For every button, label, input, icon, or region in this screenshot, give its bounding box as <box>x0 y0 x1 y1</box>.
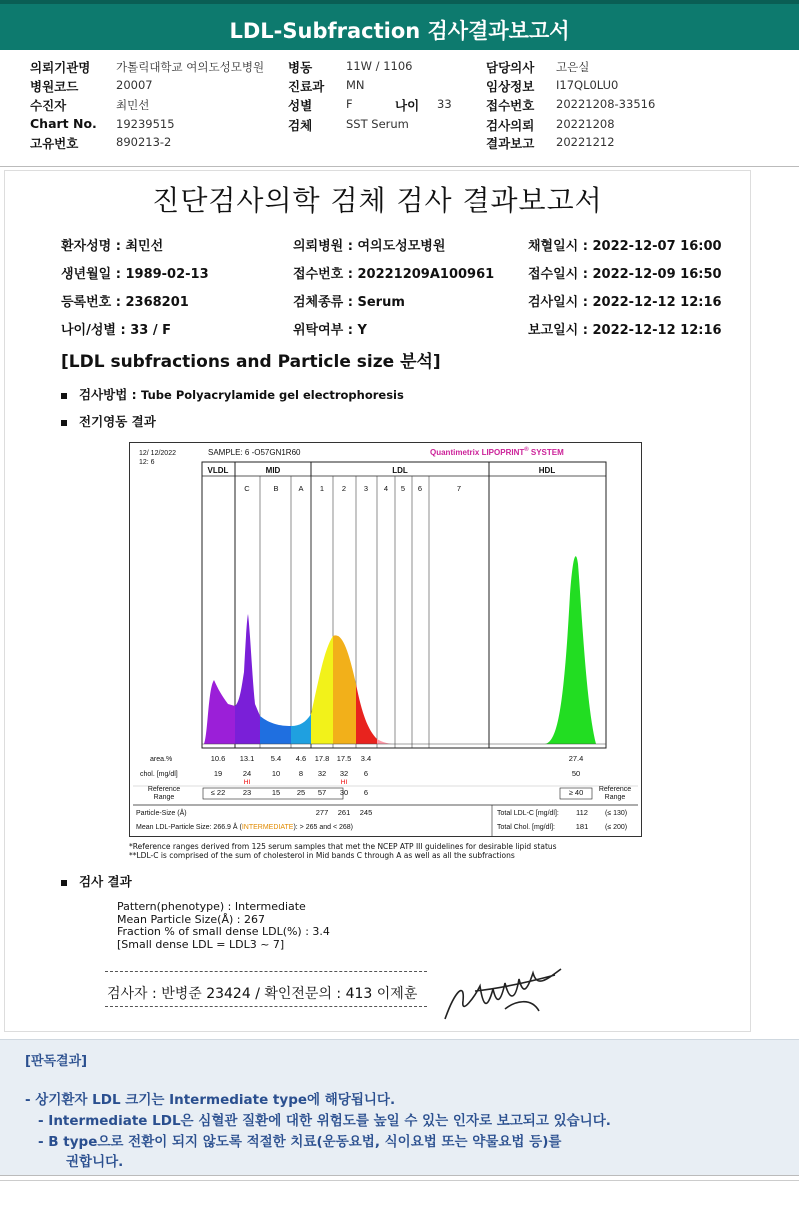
signature-divider-bottom <box>105 1006 427 1007</box>
info-consign: 위탁여부 : Y <box>293 323 367 338</box>
area-value-hdl: 27.4 <box>568 754 584 763</box>
ref-value: 57 <box>317 788 327 797</box>
info-age-sex: 나이/성별 : 33 / F <box>61 323 172 338</box>
signature-text: 검사자 : 반병준 23424 / 확인전문의 : 413 이제훈 <box>107 986 418 1002</box>
row-label-range: Range <box>153 794 175 801</box>
document-title: 진단검사의학 검체 검사 결과보고서 <box>152 184 603 217</box>
header-key: 성별 <box>288 98 313 113</box>
total-chol-value: 181 <box>575 822 589 831</box>
header-value: SST Serum <box>346 117 409 131</box>
header-value: I17QL0LU0 <box>556 78 619 92</box>
header-key: 결과보고 <box>486 136 535 151</box>
method-label: 검사방법 : <box>79 387 137 402</box>
chol-value: 32 <box>317 769 327 778</box>
brand-mark: ® <box>524 447 529 453</box>
info-test-time: 검사일시 : 2022-12-12 12:16 <box>528 295 722 310</box>
judgement-panel <box>0 1039 799 1176</box>
electro-label: 전기영동 결과 <box>79 414 156 429</box>
row-label-chol: chol. [mg/dl] <box>140 771 178 778</box>
band-label-6: 6 <box>417 484 423 493</box>
band-label-2: 2 <box>341 484 347 493</box>
header-row <box>30 58 90 76</box>
header-value: 19239515 <box>116 117 175 131</box>
header-key: 병원코드 <box>30 79 79 94</box>
footnote-2: **LDL-C is comprised of the sum of cholesterol in Mid bands C through A as well as all the subfractions <box>129 851 515 860</box>
size-value: 277 <box>315 808 329 817</box>
total-chol-label: Total Chol. [mg/dl]: <box>497 824 555 831</box>
footnotes <box>129 842 557 860</box>
ref-value-hdl: ≥ 40 <box>568 788 584 797</box>
chol-value: 10 <box>271 769 281 778</box>
band-label-5: 5 <box>400 484 406 493</box>
ref-value: 6 <box>363 788 369 797</box>
band-label-3: 3 <box>363 484 369 493</box>
total-chol-ref: (≤ 200) <box>605 824 628 831</box>
chol-value: 24 <box>242 769 252 778</box>
header-key: 검사의뢰 <box>486 118 535 133</box>
group-label-vldl: VLDL <box>207 466 229 475</box>
info-name: 환자성명 : 최민선 <box>61 239 164 254</box>
handwritten-signature <box>435 961 575 1031</box>
header-key: 임상정보 <box>486 79 535 94</box>
ref-value: ≤ 22 <box>210 788 226 797</box>
header-value: 가톨릭대학교 여의도성모병원 <box>116 60 265 74</box>
size-value: 261 <box>337 808 351 817</box>
header-key: 고유번호 <box>30 136 79 151</box>
band-1-area <box>311 636 333 744</box>
mean-class: INTERMEDIATE <box>241 824 294 831</box>
info-hospital: 의뢰병원 : 여의도성모병원 <box>293 239 446 254</box>
info-reg-no: 등록번호 : 2368201 <box>61 295 189 310</box>
row-label-area: area.% <box>150 756 173 763</box>
header-key: 병동 <box>288 60 313 75</box>
mean-size-line: Mean LDL-Particle Size: 266.9 Å (INTERMEDIATE): > 265 and < 268) <box>136 824 353 831</box>
chol-value: 19 <box>213 769 223 778</box>
result-mean-size: Mean Particle Size(Å) : 267 <box>117 912 265 926</box>
bottom-divider <box>0 1180 799 1181</box>
report-document <box>4 170 751 1032</box>
result-label: 검사 결과 <box>79 874 132 889</box>
header-value: F <box>346 97 353 111</box>
header-value: 최민선 <box>116 98 150 112</box>
header-value: 11W / 1106 <box>346 59 413 73</box>
header-key: 검체 <box>288 118 313 133</box>
plot-frame <box>202 462 606 748</box>
header-key: Chart No. <box>30 116 97 131</box>
total-ldl-value: 112 <box>576 808 588 817</box>
judgement-line: - B type으로 전환이 되지 않도록 적절한 치료(운동요법, 식이요법 또는 약물요법 등)를 <box>38 1134 562 1150</box>
info-specimen: 검체종류 : Serum <box>293 295 405 310</box>
judgement-line: - 상기환자 LDL 크기는 Intermediate type에 해당됩니다. <box>25 1092 396 1108</box>
brand-system: SYSTEM <box>528 448 564 457</box>
total-ldl-label: Total LDL-C [mg/dl]: <box>497 810 559 817</box>
ref-value: 25 <box>296 788 306 797</box>
chart-brand: Quantimetrix LIPOPRINT® SYSTEM <box>430 447 564 457</box>
header-key: 수진자 <box>30 98 67 113</box>
band-2-area <box>333 635 356 744</box>
header-key: 나이 <box>395 98 420 113</box>
header-value: 20221208-33516 <box>556 97 656 111</box>
hi-flag: HI <box>243 779 251 786</box>
band-label-4: 4 <box>383 484 389 493</box>
judgement-line: - Intermediate LDL은 심혈관 질환에 대한 위험도를 높일 수 있는 인자로 보고되고 있습니다. <box>38 1113 611 1129</box>
vldl-peak <box>204 680 235 744</box>
electrophoresis-chart <box>129 442 642 837</box>
group-label-hdl: HDL <box>538 466 556 475</box>
result-sdldl-def: [Small dense LDL = LDL3 ~ 7] <box>117 937 285 951</box>
chol-value-hdl: 50 <box>571 769 581 778</box>
footnote-1: *Reference ranges derived from 125 serum samples that met the NCEP ATP III guidelines for desirable lipid status <box>129 842 557 851</box>
group-label-mid: MID <box>265 466 281 475</box>
result-block <box>117 901 330 951</box>
band-label-C: C <box>244 484 250 493</box>
info-report-time: 보고일시 : 2022-12-12 12:16 <box>528 323 722 338</box>
info-receipt-no: 접수번호 : 20221209A100961 <box>293 267 495 282</box>
chol-value: 6 <box>363 769 369 778</box>
header-key: 의뢰기관명 <box>30 60 91 75</box>
header-value: 890213-2 <box>116 135 172 149</box>
area-value: 10.6 <box>210 754 226 763</box>
header-value: 20007 <box>116 78 153 92</box>
signature-divider <box>105 971 427 972</box>
band-label-A: A <box>298 484 304 493</box>
chart-date: 12/ 12/2022 <box>139 450 176 457</box>
info-receipt-time: 접수일시 : 2022-12-09 16:50 <box>528 267 722 282</box>
result-sdldl-fraction: Fraction % of small dense LDL(%) : 3.4 <box>117 925 330 938</box>
group-label-ldl: LDL <box>392 466 408 475</box>
band-b-area <box>260 716 291 744</box>
section-heading: [LDL subfractions and Particle size 분석] <box>61 352 441 372</box>
band-label-7: 7 <box>456 484 462 493</box>
area-value: 3.4 <box>360 754 372 763</box>
area-value: 17.5 <box>336 754 352 763</box>
size-value: 245 <box>359 808 373 817</box>
chart-sample: SAMPLE: 6 -O57GN1R60 <box>208 448 301 457</box>
band-3-area <box>356 684 377 744</box>
band-a-area <box>291 714 311 744</box>
ref-right-label: Reference <box>598 786 632 793</box>
area-value: 17.8 <box>314 754 330 763</box>
info-draw-time: 채혈일시 : 2022-12-07 16:00 <box>528 239 722 254</box>
electro-bullet <box>61 412 156 430</box>
judgement-title: [판독결과] <box>25 1054 88 1069</box>
area-value: 4.6 <box>295 754 307 763</box>
method-value: Tube Polyacrylamide gel electrophoresis <box>141 388 404 402</box>
band-c-peak <box>235 614 260 744</box>
header-value: 33 <box>437 97 452 111</box>
band-4-area <box>377 739 392 744</box>
area-value: 5.4 <box>270 754 282 763</box>
chart-time: 12: 6 <box>139 459 155 466</box>
ref-value: 15 <box>271 788 281 797</box>
mean-tail: ): > 265 and < 268) <box>293 824 353 831</box>
header-value: 고은실 <box>556 60 590 74</box>
patient-header <box>0 54 799 167</box>
header-key: 접수번호 <box>486 98 535 113</box>
method-bullet <box>61 385 404 403</box>
row-label-size: Particle-Size (Å) <box>136 810 187 817</box>
header-key: 담당의사 <box>486 60 535 75</box>
hdl-peak <box>545 556 596 744</box>
ref-value: 30 <box>339 788 349 797</box>
total-ldl-ref: (≤ 130) <box>605 810 628 817</box>
result-bullet <box>61 872 132 890</box>
band-label-B: B <box>273 484 279 493</box>
header-value: MN <box>346 78 365 92</box>
hi-flag: HI <box>340 779 348 786</box>
area-value: 13.1 <box>239 754 255 763</box>
info-birth: 생년월일 : 1989-02-13 <box>61 267 209 282</box>
header-value: 20221208 <box>556 117 615 131</box>
chol-value: 32 <box>339 769 349 778</box>
chart-svg <box>130 443 641 836</box>
ref-right-range: Range <box>604 794 626 801</box>
header-value: 20221212 <box>556 135 615 149</box>
chol-value: 8 <box>298 769 304 778</box>
row-label-ref: Reference <box>147 786 181 793</box>
result-pattern: Pattern(phenotype) : Intermediate <box>117 900 306 913</box>
judgement-line: 권합니다. <box>66 1154 124 1170</box>
band-label-1: 1 <box>319 484 325 493</box>
ref-value: 23 <box>242 788 252 797</box>
report-title: LDL-Subfraction 검사결과보고서 <box>0 0 799 50</box>
header-key: 진료과 <box>288 79 325 94</box>
